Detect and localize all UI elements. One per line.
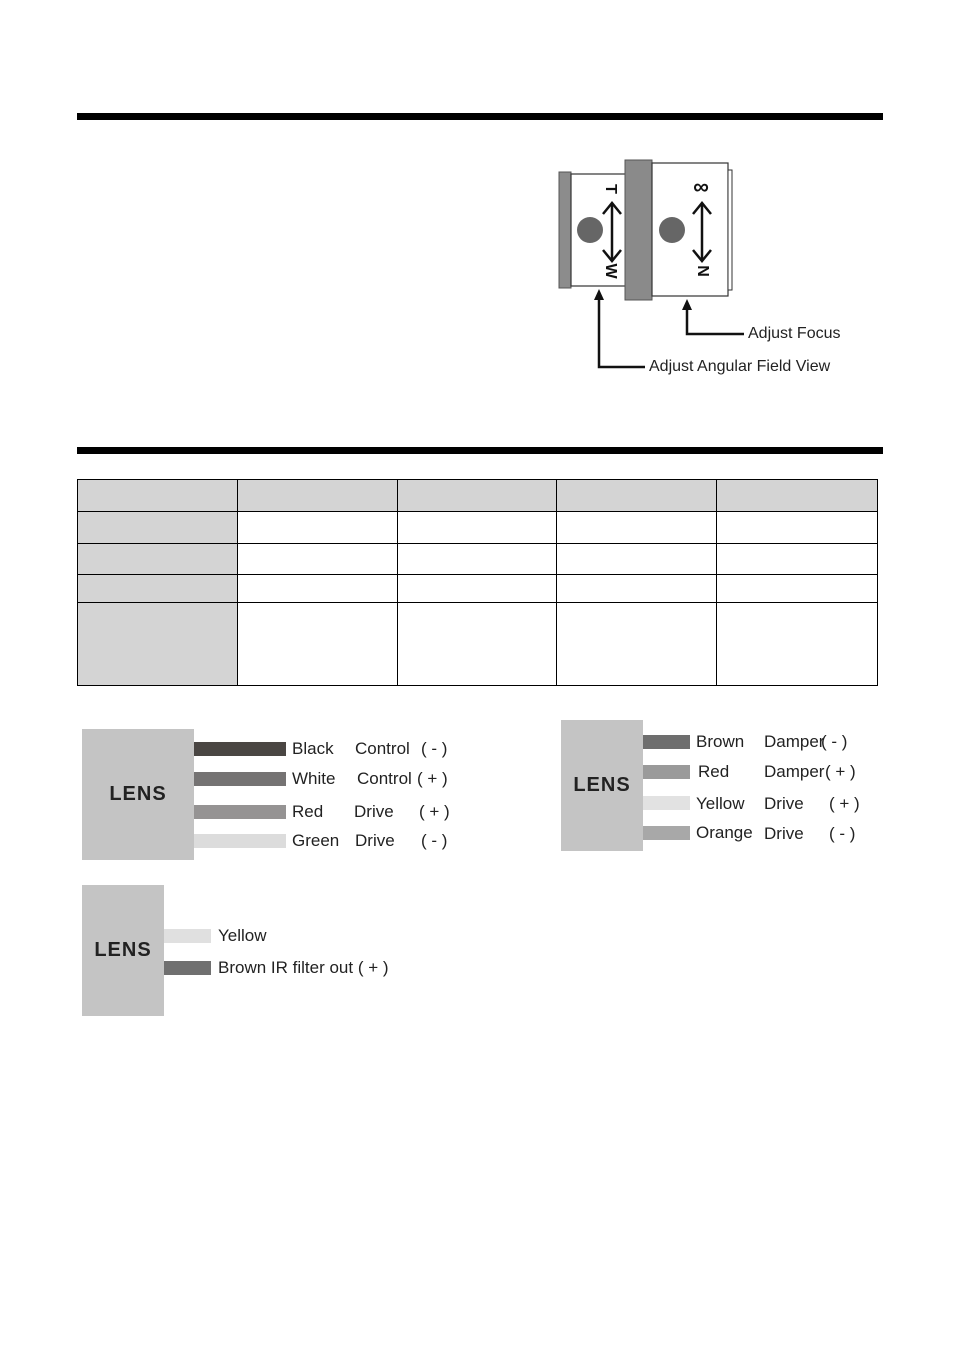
ir-filter-wiring-diagram <box>82 885 412 1016</box>
wide-letter: W <box>602 263 619 279</box>
wire-orange <box>643 826 690 840</box>
lens-block: LENS <box>561 720 643 851</box>
tele-letter: T <box>602 184 619 194</box>
table-cell <box>238 544 398 575</box>
table-row <box>78 544 878 575</box>
wire-yellow <box>164 929 211 943</box>
wire-polarity-label: ( + ) <box>417 769 448 788</box>
section-rule-top <box>77 113 883 120</box>
adjust-angular-label: Adjust Angular Field View <box>649 358 831 375</box>
table-cell <box>557 603 717 686</box>
wire-color-label: White <box>292 769 336 788</box>
wire-function-label: Damper <box>764 732 825 751</box>
table-cell <box>557 544 717 575</box>
table-cell <box>238 575 398 603</box>
table-cell <box>398 544 557 575</box>
wire-label: Brown IR filter out ( + ) <box>218 958 389 977</box>
table-cell <box>398 480 557 512</box>
table-row-header <box>78 603 238 686</box>
wire-brown <box>164 961 211 975</box>
wire-label: Yellow <box>218 926 267 945</box>
table-cell <box>398 512 557 544</box>
table-row-header <box>78 544 238 575</box>
wire-color-label: Red <box>292 802 324 821</box>
wire-function-label: Drive <box>354 802 394 821</box>
table-cell <box>238 603 398 686</box>
wire-color-label: Orange <box>696 823 753 842</box>
wire-function-label: Control <box>355 739 410 758</box>
table-row <box>78 603 878 686</box>
damper-wiring-diagram <box>561 720 871 851</box>
wire-color-label: Yellow <box>696 794 745 813</box>
table-cell <box>238 512 398 544</box>
wire-red <box>194 805 286 819</box>
table-row <box>78 575 878 603</box>
table-row-header <box>78 575 238 603</box>
wire-green <box>194 834 286 848</box>
table-cell <box>238 480 398 512</box>
table-cell <box>717 480 878 512</box>
wire-polarity-label: ( + ) <box>419 802 450 821</box>
table-cell <box>717 603 878 686</box>
focus-screw-icon <box>659 217 685 243</box>
wire-function-label: Control <box>357 769 412 788</box>
lens-block: LENS <box>82 885 164 1016</box>
table-cell <box>398 575 557 603</box>
wire-black <box>194 742 286 756</box>
table-cell <box>78 480 238 512</box>
infinity-letter: ∞ <box>693 174 709 199</box>
table-cell <box>717 575 878 603</box>
wire-yellow <box>643 796 690 810</box>
section-rule-middle <box>77 447 883 454</box>
wire-function-label: Drive <box>355 831 395 850</box>
wire-color-label: Brown <box>696 732 745 751</box>
table-cell <box>717 544 878 575</box>
wire-color-label: Red <box>698 762 730 781</box>
wire-polarity-label: ( + ) <box>825 762 856 781</box>
zoom-screw-icon <box>577 217 603 243</box>
wire-polarity-label: ( - ) <box>821 732 848 751</box>
table-cell <box>557 575 717 603</box>
table-row-header <box>78 512 238 544</box>
table-row <box>78 512 878 544</box>
lens-block: LENS <box>82 729 194 860</box>
wire-color-label: Black <box>292 739 334 758</box>
wire-polarity-label: ( - ) <box>421 831 448 850</box>
lens-adjust-diagram <box>556 158 856 383</box>
adjust-focus-label: Adjust Focus <box>748 325 841 342</box>
spec-table <box>77 479 878 686</box>
wire-brown <box>643 735 690 749</box>
table-cell <box>717 512 878 544</box>
wire-function-label: Drive <box>764 824 804 843</box>
wire-function-label: Damper <box>764 762 825 781</box>
wire-polarity-label: ( + ) <box>829 794 860 813</box>
table-cell <box>398 603 557 686</box>
near-letter: N <box>694 265 711 277</box>
wire-red <box>643 765 690 779</box>
iris-wiring-diagram <box>82 729 462 860</box>
wire-polarity-label: ( - ) <box>421 739 448 758</box>
table-cell <box>557 512 717 544</box>
wire-white <box>194 772 286 786</box>
wire-function-label: Drive <box>764 794 804 813</box>
wire-polarity-label: ( - ) <box>829 824 856 843</box>
table-header-row <box>78 480 878 512</box>
table-cell <box>557 480 717 512</box>
wire-color-label: Green <box>292 831 340 850</box>
